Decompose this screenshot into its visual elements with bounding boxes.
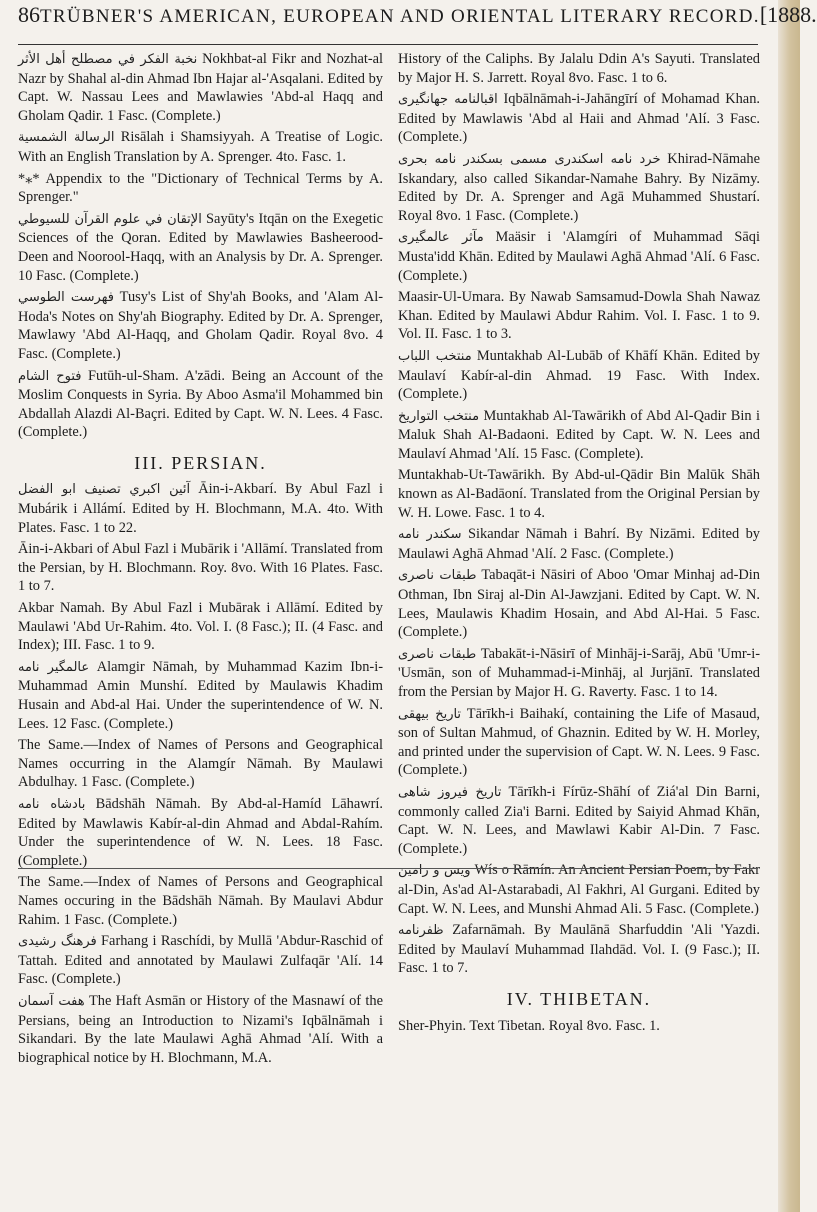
entry-text: Tabakāt-i-Nāsirī of Minhāj-i-Sarāj, Abū 'Umr-i-'Usmān, son of Muhammad-i-Minhāj, al Jurjānī. Translated from the Persian by Major H. G. Raverty. Fasc. 1 to 14. bbox=[398, 645, 760, 700]
left-column bbox=[18, 50, 383, 1070]
catalog-entry bbox=[398, 288, 760, 344]
catalog-entry bbox=[18, 932, 383, 989]
section-heading-tibetan: IV. THIBETAN. bbox=[506, 988, 652, 1009]
right-column bbox=[398, 50, 760, 1038]
entry-arabic-title: الإتقان في علوم القرآن للسيوطي bbox=[18, 211, 202, 227]
catalog-entry bbox=[18, 795, 383, 870]
entry-text: Tārīkh-i Fírūz-Shāhí of Ziá'al Din Barni, commonly called Zia'i Barni. Edited by Saiyid Ahmad Khān, Capt. W. N. Lees, and Mawlawi Kabir Al-Din. 7 Fasc. (Complete.) bbox=[398, 783, 760, 857]
catalog-entry bbox=[398, 228, 760, 285]
entry-arabic-title: تاریخ فیروز شاهی bbox=[398, 784, 502, 800]
entry-text: Risālah i Shamsiyyah. A Treatise of Logic. With an English Translation by A. Sprenger. 4to. Fasc. 1. bbox=[18, 129, 383, 165]
entry-arabic-title: عالمگیر نامه bbox=[18, 659, 90, 675]
catalog-entry bbox=[18, 599, 383, 655]
entry-arabic-title: خرد نامه اسکندری مسمی بسکندر نامه بحری bbox=[398, 151, 661, 167]
catalog-entry bbox=[18, 540, 383, 596]
entry-arabic-title: هفت آسمان bbox=[18, 993, 85, 1009]
entry-text: Tusy's List of Shy'ah Books, and 'Alam Al-Hoda's Notes on Shy'ah Biography. Edited by Dr. A. Sprenger, Mawlawy 'Abd Al-Haqq, and Gholam Qadir. Royal 8vo. 4 Fasc. (Complete.) bbox=[18, 289, 383, 362]
entry-text: Zafarnāmah. By Maulānā Sharfuddin 'Ali 'Yazdi. Edited by Maulaví Muhammad Ilahdād. Vol. I. (9 Fasc.); II. Fasc. 1 to 7. bbox=[398, 922, 760, 977]
entry-arabic-title: مآثر عالمگیری bbox=[398, 230, 484, 246]
page-header bbox=[18, 2, 817, 40]
catalog-entry bbox=[18, 736, 383, 792]
entry-text: Sayūty's Itqān on the Exegetic Sciences of the Qoran. Edited by Mawlawies Basheerood-Deen and Noorool-Haqq, with an Analysis by Dr. A. Sprenger. 10 Fasc. (Complete.) bbox=[18, 210, 383, 284]
entry-arabic-title: فهرست الطوسي bbox=[18, 290, 114, 306]
header-rule bbox=[18, 44, 758, 45]
catalog-entry bbox=[398, 50, 760, 87]
entry-arabic-title: بادشاه نامه bbox=[18, 796, 86, 812]
entry-arabic-title: فتوح الشام bbox=[18, 368, 82, 384]
entry-arabic-title: منتخب اللباب bbox=[398, 348, 472, 364]
entry-text: Bādshāh Nāmah. By Abd-al-Hamíd Lāhawrí. Edited by Mawlawis Kabír-al-din Ahmad and Abdal-Rahím. Under the superintendence of W. N. Lees. 18 Fasc. (Complete.) bbox=[18, 795, 383, 869]
entry-text: Sikandar Nāmah i Bahrí. By Nizāmi. Edited by Maulawi Aghā Ahmad 'Alí. 2 Fasc. (Complete.) bbox=[398, 526, 760, 562]
catalog-entry bbox=[398, 783, 760, 858]
tibetan-entries bbox=[398, 1017, 760, 1036]
entry-arabic-title: ویس و رامین bbox=[398, 863, 471, 879]
entry-text: Āin-i-Akbarí. By Abul Fazl i Mubárik i Allámí. Edited by H. Blochmann, M.A. 4to. With Plates. Fasc. 1 to 22. bbox=[18, 481, 383, 536]
entry-text: Āin-i-Akbari of Abul Fazl i Mubārik i 'Allāmí. Translated from the Persian, by H. Blochmann. Roy. 8vo. With 16 Plates. Fasc. 1 to 7. bbox=[18, 541, 383, 595]
bottom-rule bbox=[18, 868, 758, 869]
catalog-entry bbox=[398, 407, 760, 464]
catalog-entry bbox=[398, 705, 760, 780]
section-heading-persian: III. PERSIAN. bbox=[134, 452, 267, 473]
entry-text: History of the Caliphs. By Jalalu Ddin A's Sayuti. Translated by Major H. S. Jarrett. Royal 8vo. Fasc. 1 to 6. bbox=[398, 51, 760, 86]
entry-text: The Same.—Index of Names of Persons and Geographical Names occurring in the Alamgír Nāmah. By Maulawi Abdulhay. 1 Fasc. (Complete.) bbox=[18, 737, 383, 791]
entry-text: Maäsir i 'Alamgíri of Muhammad Sāqi Musta'idd Khān. Edited by Maulawi Aghā Ahmad 'Alí. 6 Fasc. (Complete.) bbox=[398, 229, 760, 284]
catalog-entry bbox=[398, 90, 760, 147]
catalog-entry bbox=[18, 658, 383, 733]
entry-text: Muntakhab Al-Tawārikh of Abd Al-Qadir Bin i Maluk Shah Al-Badaoni. Edited by Capt. W. N. Lees and Maulaví Ahmad 'Alí. 15 Fasc. (Complete). bbox=[398, 407, 760, 462]
catalog-entry bbox=[18, 288, 383, 363]
entry-text: Muntakhab Al-Lubāb of Khāfí Khān. Edited by Maulaví Kabír-al-din Ahmad. 19 Fasc. With Index. (Complete.) bbox=[398, 347, 760, 403]
page-number: 86 bbox=[18, 2, 40, 27]
catalog-entry bbox=[18, 128, 383, 166]
catalog-entry bbox=[398, 861, 760, 918]
entry-arabic-title: ظفرنامه bbox=[398, 923, 444, 939]
catalog-entry bbox=[398, 466, 760, 522]
entry-text: *⁎* Appendix to the "Dictionary of Technical Terms by A. Sprenger." bbox=[18, 170, 383, 206]
entry-arabic-title: فرهنگ رشیدی bbox=[18, 934, 97, 950]
entry-arabic-title: طبقات ناصری bbox=[398, 568, 477, 584]
entry-text: The Same.—Index of Names of Persons and Geographical Names occuring in the Bādshāh Nāmah. By Maulavi Abdur Rahim. 1 Fasc. (Complete.) bbox=[18, 874, 383, 928]
entry-text: Tabaqāt-i Nāsiri of Aboo 'Omar Minhaj ad-Din Othman, Ibn Siraj al-Din Al-Jawzjani. Edited by Capt. W. N. Lees, Maulawis Khadim Hosain, and Abd Al-Hai. 5 Fasc. (Complete.) bbox=[398, 567, 760, 641]
entry-text: The Haft Asmān or History of the Masnawí of the Persians, being an Introduction to Nizami's Iqbālnāmah i Sikandari. By the late Maulawi Aghā Ahmad 'Alí. With a biographical notice by H. Blochmann, M.A. bbox=[18, 992, 383, 1066]
entry-arabic-title: تاریخ بیهقی bbox=[398, 706, 462, 722]
catalog-entry bbox=[398, 566, 760, 641]
page-edge bbox=[778, 0, 800, 1212]
entry-text: Muntakhab-Ut-Tawārikh. By Abd-ul-Qādir Bin Malūk Shāh known as Al-Badāoní. Translated from the Original Persian by W. H. Lowe. Fasc. 1 to 4. bbox=[398, 467, 760, 521]
catalog-entry bbox=[398, 150, 760, 225]
catalog-entry bbox=[18, 873, 383, 929]
entry-text: Sher-Phyin. Text Tibetan. Royal 8vo. Fasc. 1. bbox=[398, 1017, 660, 1034]
page-year: [1888. bbox=[759, 2, 817, 27]
catalog-entry bbox=[398, 921, 760, 978]
catalog-entry bbox=[398, 1017, 760, 1036]
entry-arabic-title: آئين اكبري تصنيف ابو الفضل bbox=[18, 482, 191, 498]
catalog-entry bbox=[18, 170, 383, 207]
catalog-entry bbox=[18, 992, 383, 1067]
entry-text: Khirad-Nāmahe Iskandary, also called Sikandar-Namahe Bahry. By Nizāmy. Edited by Dr. A. Sprenger and Agā Muhammed Shustarí. Royal 8vo. 1 Fasc. (Complete.) bbox=[398, 150, 760, 224]
entry-text: Nokhbat-al Fikr and Nozhat-al Nazr by Shahal al-din Ahmad Ibn Hajar al-'Asqalani. Edited by Capt. W. Nassau Lees and Mawlawies 'Abd-al Haqq and Gholam Qadir. 1 Fasc. (Complete.) bbox=[18, 51, 384, 124]
catalog-entry bbox=[18, 210, 383, 285]
running-title: TRÜBNER'S AMERICAN, EUROPEAN AND ORIENTAL LITERARY RECORD. bbox=[40, 6, 760, 27]
entry-arabic-title: نخبة الفكر في مصطلح أهل الأثر bbox=[18, 52, 198, 67]
catalog-entry bbox=[398, 525, 760, 563]
catalog-entry bbox=[18, 50, 383, 125]
entry-arabic-title: منتخب التواریخ bbox=[398, 408, 480, 424]
catalog-entry bbox=[18, 367, 383, 442]
entry-text: Alamgir Nāmah, by Muhammad Kazim Ibn-i-Muhammad Amin Munshí. Edited by Maulawis Khadim Husain and Abd-al Hai. Under the superintendence of W. N. Lees. 12 Fasc. (Complete.) bbox=[18, 658, 383, 732]
entry-text: Farhang i Raschídi, by Mullā 'Abdur-Raschid of Tattah. Edited and annotated by Maulawi Zulfaqār 'Alí. 14 Fasc. (Complete.) bbox=[18, 933, 383, 988]
persian-entries-right bbox=[398, 50, 760, 978]
entry-text: Iqbālnāmah-i-Jahāngīrí of Mohamad Khan. Edited by Mawlawis 'Abd al Haii and Ahmad 'Alí. 3 Fasc. (Complete.) bbox=[398, 91, 760, 146]
entry-text: Wís o Rāmín. An Ancient Persian Poem, by Fakr al-Din, As'ad Al-Astarabadi, Al Fakhri, Al Gurgani. Edited by Capt. W. N. Lees, and Munshi Ahmad Ali. 5 Fasc. (Complete.) bbox=[398, 862, 760, 917]
catalog-entry bbox=[18, 480, 383, 537]
entry-text: Tārīkh-i Baihakí, containing the Life of Masaud, son of Sultan Mahmud, of Ghaznin. Edited by W. H. Morley, and printed under the supervision of Capt. W. N. Lees. 9 Fasc. (Complete.) bbox=[398, 705, 760, 779]
catalog-entry bbox=[398, 645, 760, 702]
entry-text: Futūh-ul-Sham. A'zādi. Being an Account of the Moslim Conquests in Syria. By Aboo Asma'il Mohammed bin Abdallah Alazdi Al-Baçri. Edited by Capt. W. N. Lees. 4 Fasc. (Complete.) bbox=[18, 367, 383, 441]
persian-entries-left bbox=[18, 480, 383, 1067]
entry-arabic-title: اقبالنامه جهانگیری bbox=[398, 92, 498, 108]
catalog-entry bbox=[398, 347, 760, 404]
entry-text: Maasir-Ul-Umara. By Nawab Samsamud-Dowla Shah Nawaz Khan. Edited by Maulawi Abdur Rahim. Vol. I. Fasc. 1 to 9. Vol. II. Fasc. 1 to 3. bbox=[398, 289, 760, 343]
entry-arabic-title: سکندر نامه bbox=[398, 527, 462, 543]
arabic-entries-left bbox=[18, 50, 383, 442]
entry-arabic-title: الرسالة الشمسية bbox=[18, 130, 115, 146]
entry-text: Akbar Namah. By Abul Fazl i Mubārak i Allāmí. Edited by Maulawi 'Abd Ur-Rahim. 4to. Vol. I. (8 Fasc.); II. (4 Fasc. and Index); III. Fasc. 1 to 9. bbox=[18, 600, 383, 654]
entry-arabic-title: طبقات ناصری bbox=[398, 646, 477, 662]
